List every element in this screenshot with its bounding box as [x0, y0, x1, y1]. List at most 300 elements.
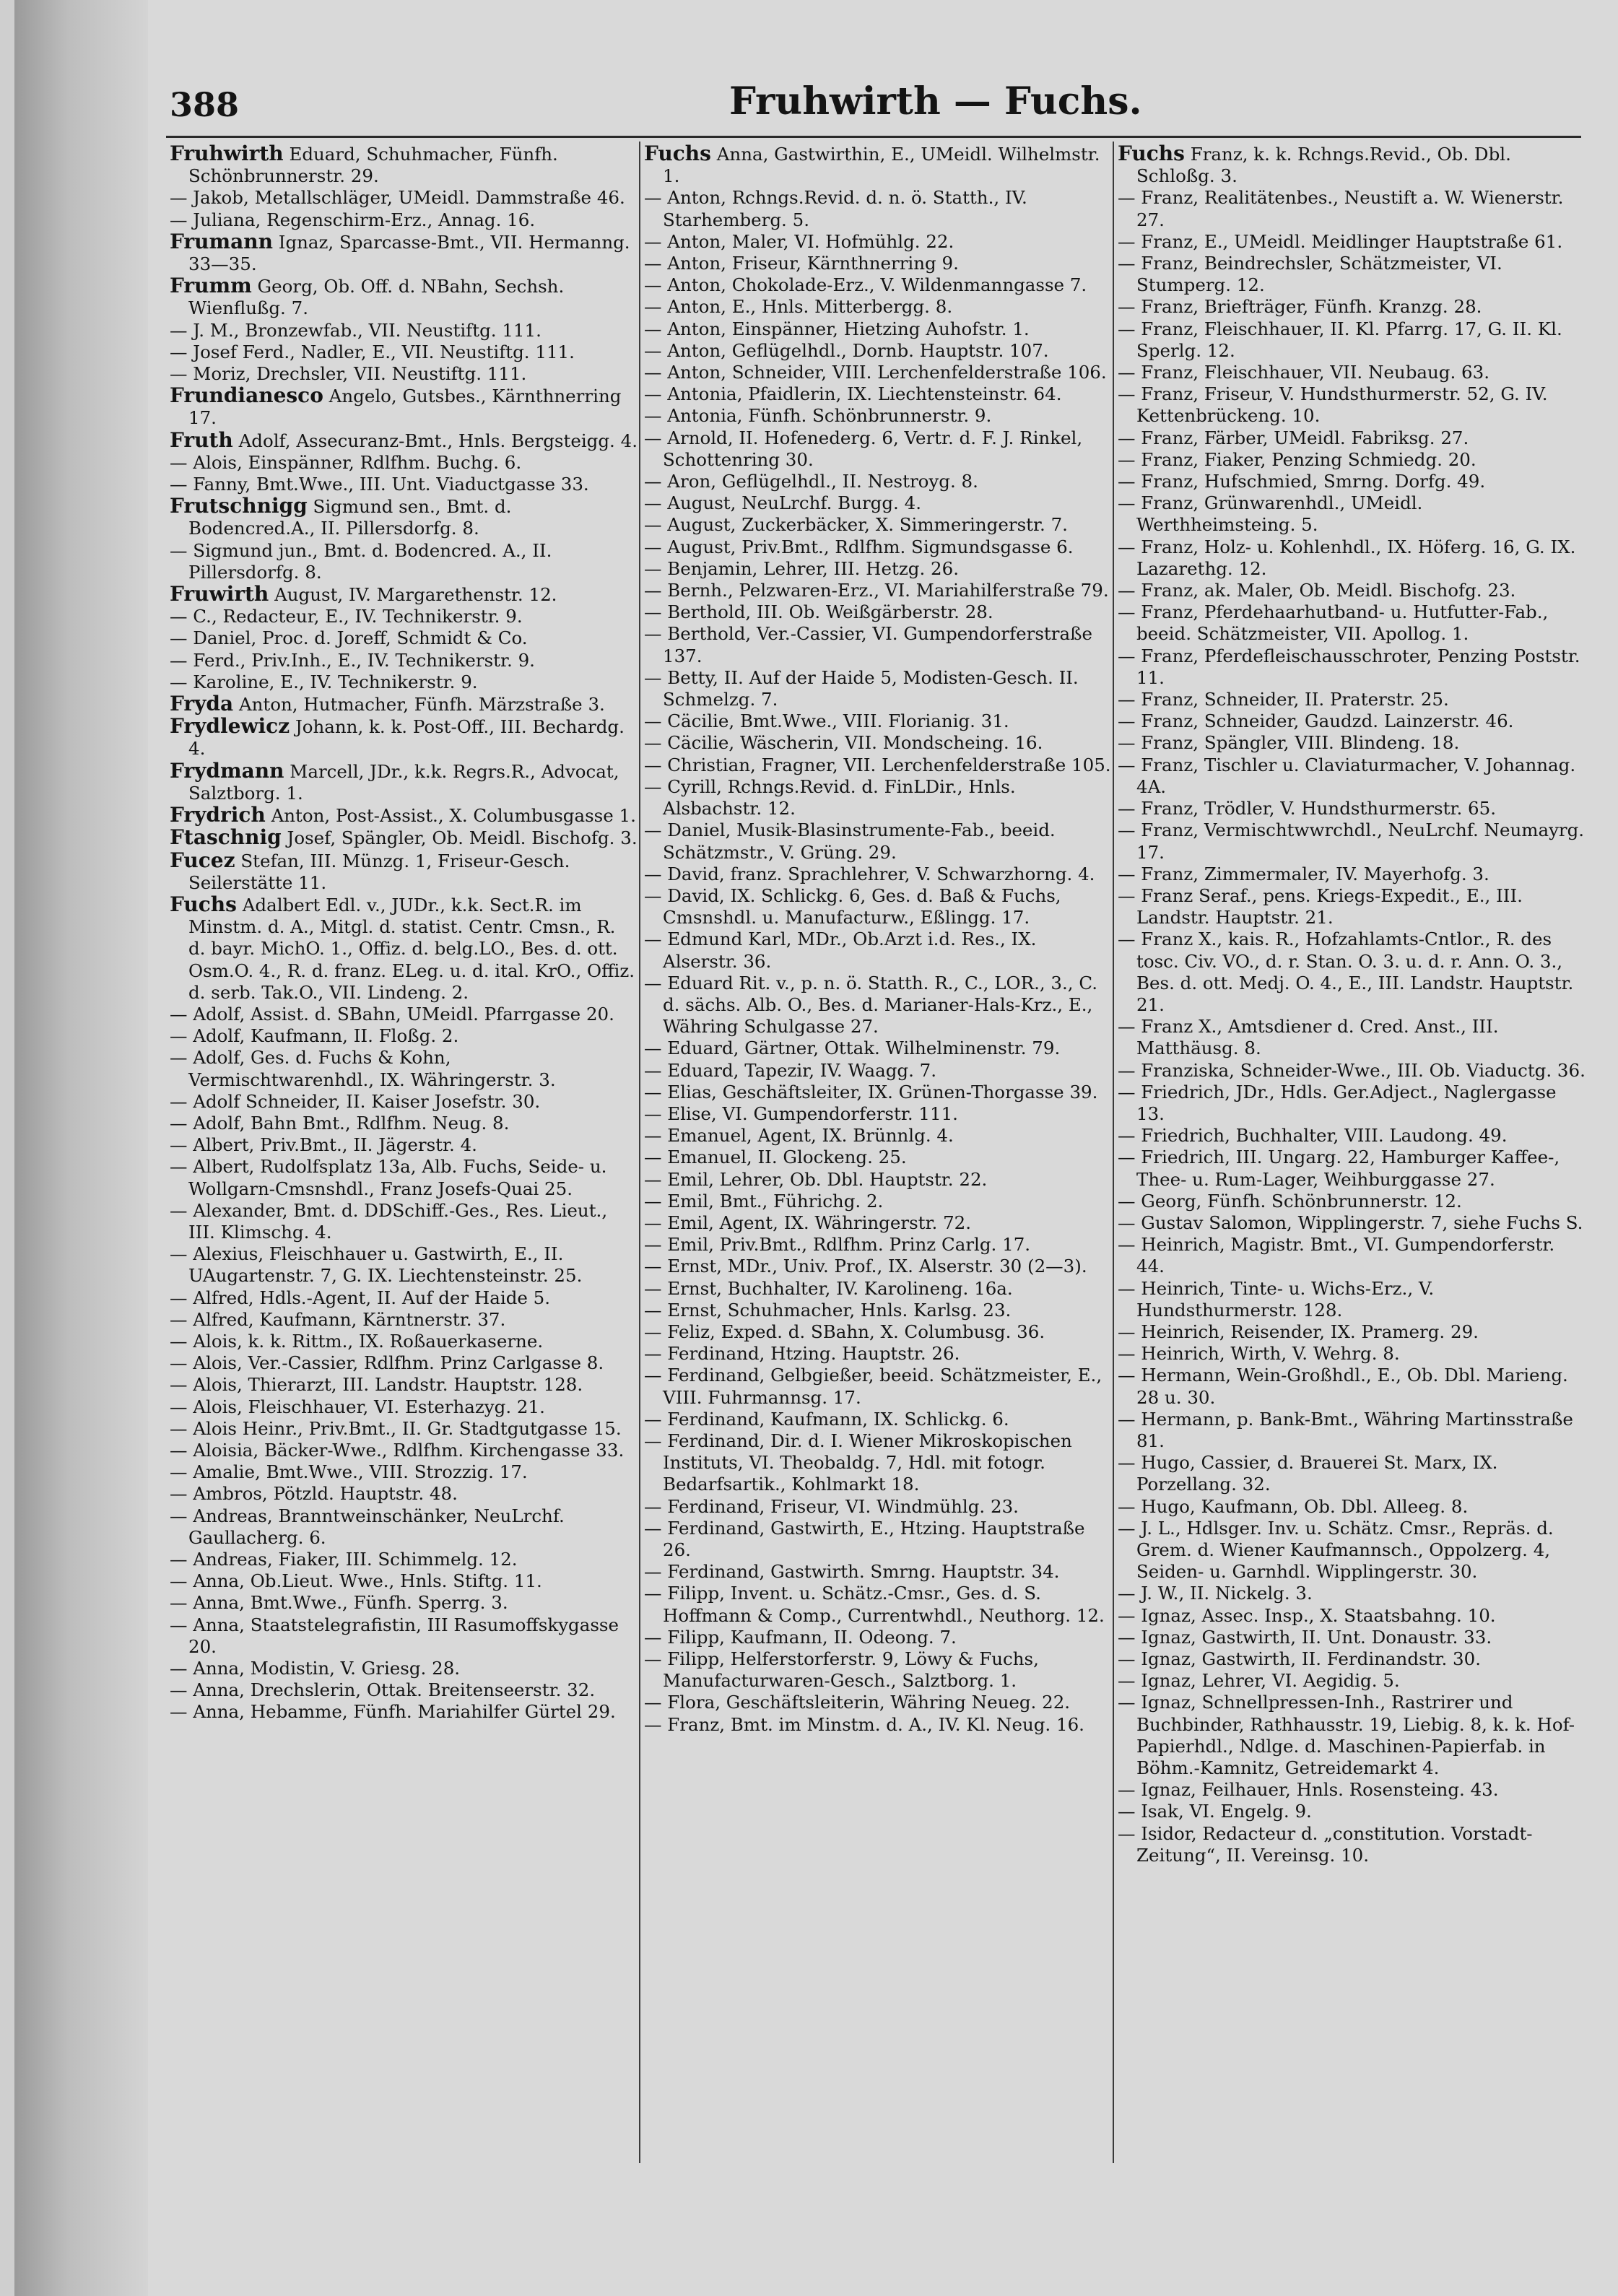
column-divider — [1113, 142, 1114, 2163]
directory-entry — [170, 671, 638, 693]
directory-entry — [170, 452, 638, 474]
directory-entry — [170, 363, 638, 385]
entry-text: — Franz, Briefträger, Fünfh. Kranzg. 28. — [1118, 296, 1482, 318]
directory-entry — [644, 492, 1112, 514]
directory-entry — [644, 274, 1112, 296]
directory-entry — [170, 1592, 638, 1614]
entry-surname: Fuchs — [644, 143, 711, 165]
entry-text: — Franz, Trödler, V. Hundsthurmerstr. 65. — [1118, 798, 1496, 819]
entry-text: — Berthold, Ver.-Cassier, VI. Gumpendorferstraße 137. — [644, 623, 1092, 666]
entry-text: — Franz Seraf., pens. Kriegs-Expedit., E., III. Landstr. Hauptstr. 21. — [1118, 884, 1523, 929]
directory-entry — [644, 1365, 1112, 1408]
directory-entry — [644, 558, 1112, 580]
directory-entry — [170, 1658, 638, 1679]
directory-entry — [644, 1409, 1112, 1430]
entry-text: — Franz, Spängler, VIII. Blindeng. 18. — [1118, 732, 1460, 754]
directory-entry — [1118, 689, 1586, 710]
directory-entry — [1118, 929, 1586, 1016]
directory-entry — [644, 231, 1112, 253]
directory-entry — [644, 405, 1112, 427]
directory-entry — [170, 474, 638, 495]
entry-text: — August, Zuckerbäcker, X. Simmeringerstr. 7. — [644, 514, 1068, 536]
entry-text: — Ignaz, Assec. Insp., X. Staatsbahng. 10. — [1118, 1604, 1496, 1626]
directory-entry — [170, 1243, 638, 1287]
entry-text: — Alois, Fleischhauer, VI. Esterhazyg. 21. — [170, 1396, 545, 1417]
directory-entry — [1118, 471, 1586, 492]
directory-entry — [1118, 1496, 1586, 1518]
entry-text: — Ferdinand, Gelbgießer, beeid. Schätzmeister, E., VIII. Fuhrmannsg. 17. — [644, 1365, 1102, 1408]
entry-text: — Alexander, Bmt. d. DDSchiff.-Ges., Res. Lieut., III. Klimschg. 4. — [170, 1199, 608, 1243]
directory-entry — [170, 1352, 638, 1374]
directory-entry — [644, 1561, 1112, 1583]
entry-text: — Friedrich, JDr., Hdls. Ger.Adject., Naglergasse 13. — [1118, 1081, 1557, 1124]
entry-text: — Antonia, Fünfh. Schönbrunnerstr. 9. — [644, 405, 992, 427]
entry-text: — Aloisia, Bäcker-Wwe., Rdlfhm. Kirchengasse 33. — [170, 1439, 625, 1461]
directory-entry — [170, 1483, 638, 1505]
directory-entry — [644, 1212, 1112, 1234]
entry-text: — Eduard Rit. v., p. n. ö. Statth. R., C., LOR., 3., C. d. sächs. Alb. O., Bes. d. Marianer-Hals-Krz., E., Währing Schulgasse 27. — [644, 972, 1098, 1038]
entry-text: — Anton, Rchngs.Revid. d. n. ö. Statth., IV. Starhemberg. 5. — [644, 187, 1027, 230]
entry-text: — Cäcilie, Bmt.Wwe., VIII. Florianig. 31. — [644, 710, 1009, 732]
directory-entry — [1118, 1452, 1586, 1495]
directory-entry — [644, 732, 1112, 754]
directory-entry — [644, 710, 1112, 732]
entry-text: — Anton, E., Hnls. Mitterbergg. 8. — [644, 296, 953, 318]
directory-entry — [644, 864, 1112, 885]
entry-text: — Franz, Friseur, V. Hundsthurmerstr. 52, G. IV. Kettenbrückeng. 10. — [1118, 383, 1548, 427]
directory-entry — [1118, 732, 1586, 754]
entry-text: — Heinrich, Magistr. Bmt., VI. Gumpendorferstr. 44. — [1118, 1234, 1555, 1277]
directory-entry — [170, 320, 638, 342]
directory-entry — [644, 1518, 1112, 1561]
directory-page — [14, 0, 1618, 2296]
directory-entry — [644, 819, 1112, 863]
directory-entry — [170, 1091, 638, 1113]
entry-text: — Ferdinand, Dir. d. I. Wiener Mikroskopischen Instituts, VI. Theobaldg. 7, Hdl. mit fotogr. Bedarfsartik., Kohlmarkt 18. — [644, 1430, 1072, 1495]
directory-entry — [170, 1549, 638, 1570]
directory-entry — [170, 385, 638, 429]
directory-entry — [644, 973, 1112, 1038]
entry-text: — Eduard, Gärtner, Ottak. Wilhelminenstr. 79. — [644, 1038, 1061, 1059]
entry-text: — Heinrich, Wirth, V. Wehrg. 8. — [1118, 1343, 1400, 1365]
directory-entry — [1118, 1692, 1586, 1779]
directory-entry — [1118, 492, 1586, 536]
entry-text: — Bernh., Pelzwaren-Erz., VI. Mariahilferstraße 79. — [644, 580, 1109, 601]
directory-entry — [170, 583, 638, 606]
directory-entry — [1118, 449, 1586, 471]
entry-text: — Antonia, Pfaidlerin, IX. Liechtensteinstr. 64. — [644, 383, 1062, 405]
book-spine-shadow — [14, 0, 148, 2296]
directory-entry — [1118, 798, 1586, 819]
directory-entry — [1118, 601, 1586, 645]
directory-entry — [644, 318, 1112, 340]
directory-entry — [644, 1169, 1112, 1191]
entry-surname: Frydmann — [170, 758, 284, 783]
entry-text: — Franz, Zimmermaler, IV. Mayerhofg. 3. — [1118, 863, 1489, 884]
page-number: 388 — [170, 85, 240, 124]
entry-text: Adolf, Assecuranz-Bmt., Hnls. Bergsteigg. 4. — [238, 430, 638, 451]
entry-surname: Frumm — [170, 274, 252, 298]
directory-entry — [170, 540, 638, 583]
entry-surname: Fruth — [170, 427, 233, 452]
directory-entry — [170, 231, 638, 275]
directory-entry — [170, 894, 638, 1004]
entry-text: — Franz, Hufschmied, Smrng. Dorfg. 49. — [1118, 471, 1486, 492]
entry-surname: Frydrich — [170, 803, 266, 827]
entry-text: Franz, k. k. Rchngs.Revid., Ob. Dbl. Schloßg. 3. — [1136, 144, 1511, 187]
entry-text: — Hugo, Cassier, d. Brauerei St. Marx, IX. Porzellang. 32. — [1118, 1452, 1498, 1495]
entry-text: Stefan, III. Münzg. 1, Friseur-Gesch. Seilerstätte 11. — [188, 850, 570, 893]
directory-entry — [170, 1570, 638, 1592]
entry-surname: Fucez — [170, 848, 235, 872]
entry-surname: Frundianesco — [170, 383, 323, 408]
directory-entry — [170, 275, 638, 319]
entry-text: — Elias, Geschäftsleiter, IX. Grünen-Thorgasse 39. — [644, 1081, 1098, 1103]
entry-text: — Ignaz, Gastwirth, II. Unt. Donaustr. 33. — [1118, 1626, 1492, 1648]
entry-text: August, IV. Margarethenstr. 12. — [274, 584, 557, 606]
entry-text: Anna, Gastwirthin, E., UMeidl. Wilhelmstr. 1. — [663, 144, 1100, 187]
entry-text: — Franz, Bmt. im Minstm. d. A., IV. Kl. Neug. 16. — [644, 1713, 1084, 1735]
directory-entry — [170, 1287, 638, 1309]
entry-text: — Adolf, Ges. d. Fuchs & Kohn, Vermischtwarenhdl., IX. Währingerstr. 3. — [170, 1047, 556, 1090]
entry-text: — Sigmund jun., Bmt. d. Bodencred. A., II. Pillersdorfg. 8. — [170, 539, 552, 583]
entry-text: — Filipp, Kaufmann, II. Odeong. 7. — [644, 1626, 957, 1648]
directory-entry — [170, 1701, 638, 1723]
directory-entry — [1118, 1823, 1586, 1866]
directory-entry — [644, 1125, 1112, 1147]
entry-text: — Franz, Schneider, Gaudzd. Lainzerstr. 46. — [1118, 710, 1514, 732]
directory-entry — [644, 1627, 1112, 1648]
entry-text: — Anton, Maler, VI. Hofmühlg. 22. — [644, 230, 954, 252]
entry-text: — Anton, Einspänner, Hietzing Auhofstr. 1. — [644, 318, 1030, 339]
directory-entry — [170, 627, 638, 649]
entry-text: — Ferdinand, Gastwirth. Smrng. Hauptstr. 34. — [644, 1561, 1060, 1583]
entry-text: — Ferdinand, Kaufmann, IX. Schlickg. 6. — [644, 1408, 1009, 1430]
entry-text: — Anton, Friseur, Kärnthnerring 9. — [644, 253, 959, 274]
directory-entry — [170, 143, 638, 187]
entry-text: — Adolf, Assist. d. SBahn, UMeidl. Pfarrgasse 20. — [170, 1003, 614, 1025]
entry-text: — Franziska, Schneider-Wwe., III. Ob. Viaductg. 36. — [1118, 1059, 1586, 1081]
running-title: Fruhwirth — Fuchs. — [729, 79, 1142, 123]
entry-text: — Andreas, Fiaker, III. Schimmelg. 12. — [170, 1549, 518, 1570]
entry-text: — Franz, Färber, UMeidl. Fabriksg. 27. — [1118, 427, 1469, 448]
entry-text: — Alois Heinr., Priv.Bmt., II. Gr. Stadtgutgasse 15. — [170, 1417, 622, 1439]
directory-entry — [1118, 143, 1586, 187]
entry-text: — Ignaz, Feilhauer, Hnls. Rosensteing. 43. — [1118, 1779, 1499, 1801]
entry-surname: Ftaschnig — [170, 825, 282, 850]
directory-entry — [1118, 819, 1586, 863]
entry-text: Ignaz, Sparcasse-Bmt., VII. Hermanng. 33—35. — [188, 231, 630, 275]
directory-entry — [644, 514, 1112, 536]
entry-text: — Franz, Pferdehaarhutband- u. Hutfutter-Fab., beeid. Schätzmeister, VII. Apollog. 1. — [1118, 601, 1549, 645]
entry-text: — Daniel, Proc. d. Joreff, Schmidt & Co. — [170, 627, 528, 649]
directory-entry — [170, 606, 638, 627]
directory-entry — [170, 1309, 638, 1331]
entry-text: — Alois, Ver.-Cassier, Rdlfhm. Prinz Carlgasse 8. — [170, 1352, 604, 1374]
directory-entry — [170, 1374, 638, 1396]
entry-text: — Franz X., Amtsdiener d. Cred. Anst., III. Matthäusg. 8. — [1118, 1016, 1499, 1059]
entry-text: — Ernst, MDr., Univ. Prof., IX. Alserstr. 30 (2—3). — [644, 1256, 1087, 1277]
directory-entry — [170, 427, 638, 452]
entry-text: — Jakob, Metallschläger, UMeidl. Dammstraße 46. — [170, 187, 625, 209]
entry-text: — Adolf, Bahn Bmt., Rdlfhm. Neug. 8. — [170, 1112, 510, 1134]
entry-text: — J. W., II. Nickelg. 3. — [1118, 1583, 1313, 1604]
directory-entry — [1118, 1409, 1586, 1452]
entry-text: — Eduard, Tapezir, IV. Waagg. 7. — [644, 1059, 937, 1081]
directory-entry — [1118, 1670, 1586, 1692]
directory-entry — [1118, 1234, 1586, 1277]
directory-entry — [644, 1191, 1112, 1212]
directory-entry — [170, 827, 638, 849]
entries-column-2 — [644, 143, 1112, 2273]
entry-text: — J. L., Hdlsger. Inv. u. Schätz. Cmsr., Repräs. d. Grem. d. Wiener Kaufmannsch., Oppolzerg. 4, Seiden- u. Garnhdl. Wipplingerstr. 30. — [1118, 1517, 1554, 1583]
entry-text: — Berthold, III. Ob. Weißgärberstr. 28. — [644, 601, 993, 623]
directory-entry — [1118, 1583, 1586, 1604]
entry-text: — Edmund Karl, MDr., Ob.Arzt i.d. Res., IX. Alserstr. 36. — [644, 929, 1037, 972]
directory-entry — [170, 1156, 638, 1199]
entry-text: — Albert, Rudolfsplatz 13a, Alb. Fuchs, Seide- u. Wollgarn-Cmsnshdl., Franz Josefs-Quai 25. — [170, 1156, 607, 1199]
directory-entry — [644, 580, 1112, 601]
entry-text: — Emil, Priv.Bmt., Rdlfhm. Prinz Carlg. 17. — [644, 1234, 1031, 1256]
entry-text: — Elise, VI. Gumpendorferstr. 111. — [644, 1103, 958, 1124]
directory-entry — [644, 1430, 1112, 1496]
entry-text: Josef, Spängler, Ob. Meidl. Bischofg. 3. — [287, 827, 638, 849]
directory-entry — [170, 209, 638, 231]
entry-text: — Filipp, Invent. u. Schätz.-Cmsr., Ges. d. S. Hoffmann & Comp., Currentwhdl., Neuthorg. 12. — [644, 1583, 1105, 1626]
entry-text: Adalbert Edl. v., JUDr., k.k. Sect.R. im Minstm. d. A., Mitgl. d. statist. Centr. Cmsn., R. d. bayr. MichO. 1., Offiz. d. belg.LO., Bes. d. ott. Osm.O. 4., R. d. franz. ELeg. u. d. ital. KrO., Offiz. d. serb. Tak.O., VII. Lindeng. 2. — [188, 894, 635, 1003]
directory-entry — [644, 1103, 1112, 1125]
directory-entry — [1118, 187, 1586, 230]
directory-entry — [1118, 362, 1586, 383]
entry-text: Eduard, Schuhmacher, Fünfh. Schönbrunnerstr. 29. — [188, 144, 558, 187]
entry-surname: Fuchs — [170, 892, 237, 916]
directory-entry — [170, 1047, 638, 1090]
directory-entry — [644, 1321, 1112, 1343]
entry-text: — Flora, Geschäftsleiterin, Währing Neueg. 22. — [644, 1692, 1071, 1713]
directory-entry — [644, 253, 1112, 274]
directory-entry — [170, 1113, 638, 1134]
entry-text: — Amalie, Bmt.Wwe., VIII. Strozzig. 17. — [170, 1461, 528, 1483]
directory-entry — [1118, 1125, 1586, 1147]
entry-text: — Hermann, p. Bank-Bmt., Währing Martinsstraße 81. — [1118, 1408, 1573, 1451]
entry-text: — Karoline, E., IV. Technikerstr. 9. — [170, 671, 478, 692]
entries-column-3 — [1118, 143, 1586, 2273]
directory-entry — [170, 1679, 638, 1701]
entry-text: — Betty, II. Auf der Haide 5, Modisten-Gesch. II. Schmelzg. 7. — [644, 666, 1079, 710]
directory-entry — [644, 187, 1112, 230]
entry-text: — Albert, Priv.Bmt., II. Jägerstr. 4. — [170, 1134, 477, 1156]
entry-text: Anton, Hutmacher, Fünfh. Märzstraße 3. — [238, 694, 605, 716]
entry-text: Marcell, JDr., k.k. Regrs.R., Advocat, Salztborg. 1. — [188, 760, 619, 804]
entry-text: — Gustav Salomon, Wipplingerstr. 7, siehe Fuchs S. — [1118, 1212, 1583, 1233]
directory-entry — [644, 1648, 1112, 1692]
entry-surname: Frydlewicz — [170, 714, 290, 739]
entry-text: Angelo, Gutsbes., Kärnthnerring 17. — [188, 386, 622, 429]
directory-entry — [170, 1200, 638, 1243]
entry-text: — Franz, Holz- u. Kohlenhdl., IX. Höferg. 16, G. IX. Lazarethg. 12. — [1118, 536, 1576, 579]
directory-entry — [644, 1147, 1112, 1168]
entry-text: — Franz, Tischler u. Claviaturmacher, V. Johannag. 4A. — [1118, 754, 1576, 797]
directory-entry — [170, 1505, 638, 1549]
directory-entry — [644, 776, 1112, 819]
directory-entry — [1118, 1801, 1586, 1822]
directory-entry — [1118, 1343, 1586, 1365]
directory-entry — [1118, 1518, 1586, 1583]
entry-text: — August, NeuLrchf. Burgg. 4. — [644, 492, 921, 514]
entry-text: — Georg, Fünfh. Schönbrunnerstr. 12. — [1118, 1190, 1462, 1212]
entry-text: — Isidor, Redacteur d. „constitution. Vorstadt-Zeitung“, II. Vereinsg. 10. — [1118, 1822, 1533, 1866]
entry-text: Georg, Ob. Off. d. NBahn, Sechsh. Wienflußg. 7. — [188, 276, 565, 319]
entry-text: — Franz, Realitätenbes., Neustift a. W. Wienerstr. 27. — [1118, 187, 1564, 230]
entry-text: — Josef Ferd., Nadler, E., VII. Neustiftg. 111. — [170, 341, 575, 362]
entry-text: Sigmund sen., Bmt. d. Bodencred.A., II. Pillersdorfg. 8. — [188, 496, 512, 539]
entry-text: — Ignaz, Schnellpressen-Inh., Rastrirer und Buchbinder, Rathhausstr. 19, Liebig. 8, k. k. Hof-Papierhdl., Ndlge. d. Maschinen-Papierfab. in Böhm.-Kamnitz, Getreidemarkt 4. — [1118, 1692, 1575, 1779]
directory-entry — [170, 716, 638, 760]
entry-text: — Friedrich, Buchhalter, VIII. Laudong. 49. — [1118, 1125, 1508, 1147]
entries-column-1 — [170, 143, 638, 2273]
entry-surname: Frumann — [170, 229, 273, 253]
entry-text: — Anna, Bmt.Wwe., Fünfh. Sperrg. 3. — [170, 1592, 508, 1614]
entry-text: — Isak, VI. Engelg. 9. — [1118, 1801, 1312, 1822]
directory-entry — [644, 383, 1112, 405]
entry-text: Johann, k. k. Post-Off., III. Bechardg. 4. — [188, 716, 625, 760]
directory-entry — [644, 601, 1112, 623]
entry-text: — Anton, Schneider, VIII. Lerchenfelderstraße 106. — [644, 362, 1107, 383]
entry-text: — Cyrill, Rchngs.Revid. d. FinLDir., Hnls. Alsbachstr. 12. — [644, 775, 1016, 819]
directory-entry — [170, 495, 638, 539]
entry-text: — Emil, Lehrer, Ob. Dbl. Hauptstr. 22. — [644, 1168, 988, 1190]
entry-text: — Andreas, Branntweinschänker, NeuLrchf. Gaullacherg. 6. — [170, 1505, 565, 1548]
directory-entry — [644, 1234, 1112, 1256]
directory-entry — [1118, 1278, 1586, 1321]
directory-entry — [644, 1082, 1112, 1103]
directory-entry — [170, 1134, 638, 1156]
entry-text: — Hugo, Kaufmann, Ob. Dbl. Alleeg. 8. — [1118, 1495, 1469, 1517]
entry-text: — Christian, Fragner, VII. Lerchenfelderstraße 105. — [644, 754, 1111, 775]
directory-entry — [1118, 1082, 1586, 1125]
directory-entry — [644, 1278, 1112, 1300]
directory-entry — [644, 929, 1112, 972]
directory-entry — [170, 1614, 638, 1658]
entry-text: — Moriz, Drechsler, VII. Neustiftg. 111. — [170, 363, 527, 385]
entry-text: — Juliana, Regenschirm-Erz., Annag. 16. — [170, 209, 536, 230]
entry-text: — Ignaz, Lehrer, VI. Aegidig. 5. — [1118, 1670, 1400, 1692]
directory-entry — [1118, 1321, 1586, 1343]
entry-text: — Franz, E., UMeidl. Meidlinger Hauptstraße 61. — [1118, 230, 1563, 252]
directory-entry — [644, 1256, 1112, 1277]
entry-text: — Franz, ak. Maler, Ob. Meidl. Bischofg. 23. — [1118, 580, 1516, 601]
directory-entry — [1118, 710, 1586, 732]
entry-text: — Ignaz, Gastwirth, II. Ferdinandstr. 30. — [1118, 1648, 1481, 1670]
entry-text: — Franz, Grünwarenhdl., UMeidl. Werthheimsteing. 5. — [1118, 492, 1423, 536]
directory-entry — [644, 623, 1112, 666]
entry-text: — Anna, Modistin, V. Griesg. 28. — [170, 1658, 461, 1679]
entry-text: — Franz, Vermischtwwrchdl., NeuLrchf. Neumayrg. 17. — [1118, 819, 1585, 863]
directory-entry — [644, 143, 1112, 187]
directory-entry — [170, 187, 638, 209]
entry-text: — Filipp, Helferstorferstr. 9, Löwy & Fuchs, Manufacturwaren-Gesch., Salztborg. 1. — [644, 1648, 1039, 1692]
entry-surname: Fruwirth — [170, 582, 269, 606]
directory-entry — [1118, 580, 1586, 601]
directory-entry — [1118, 383, 1586, 427]
entry-text: — Alfred, Hdls.-Agent, II. Auf der Haide 5. — [170, 1287, 551, 1308]
directory-entry — [1118, 318, 1586, 362]
directory-entry — [1118, 296, 1586, 318]
directory-entry — [644, 1038, 1112, 1059]
directory-entry — [170, 1331, 638, 1352]
directory-entry — [1118, 1212, 1586, 1234]
directory-entry — [1118, 253, 1586, 296]
entry-surname: Fryda — [170, 692, 234, 716]
directory-entry — [644, 755, 1112, 776]
entry-text: — Emil, Bmt., Führichg. 2. — [644, 1190, 884, 1212]
directory-entry — [170, 1025, 638, 1047]
directory-entry — [644, 1714, 1112, 1736]
entry-text: — Alexius, Fleischhauer u. Gastwirth, E., II. UAugartenstr. 7, G. IX. Liechtensteinstr. 25. — [170, 1243, 583, 1287]
entry-text: — August, Priv.Bmt., Rdlfhm. Sigmundsgasse 6. — [644, 536, 1074, 557]
entry-text: — David, IX. Schlickg. 6, Ges. d. Baß & Fuchs, Cmsnshdl. u. Manufacturw., Eßlingg. 17. — [644, 884, 1061, 929]
entry-text: — Alfred, Kaufmann, Kärntnerstr. 37. — [170, 1308, 506, 1330]
entry-text: — Franz, Fleischhauer, II. Kl. Pfarrg. 17, G. II. Kl. Sperlg. 12. — [1118, 318, 1562, 361]
entry-text: — Daniel, Musik-Blasinstrumente-Fab., beeid. Schätzmstr., V. Grüng. 29. — [644, 819, 1056, 863]
entry-text: Anton, Post-Assist., X. Columbusgasse 1. — [271, 805, 636, 827]
directory-entry — [1118, 427, 1586, 449]
directory-entry — [1118, 1605, 1586, 1627]
directory-entry — [1118, 885, 1586, 929]
entry-text: — Emanuel, Agent, IX. Brünnlg. 4. — [644, 1125, 954, 1147]
entry-text: — Fanny, Bmt.Wwe., III. Unt. Viaductgasse 33. — [170, 474, 589, 495]
directory-entry — [1118, 1016, 1586, 1059]
entry-text: — Hermann, Wein-Großhdl., E., Ob. Dbl. Marieng. 28 u. 30. — [1118, 1365, 1568, 1408]
directory-entry — [1118, 755, 1586, 798]
entry-text: — Ferdinand, Gastwirth, E., Htzing. Hauptstraße 26. — [644, 1517, 1085, 1560]
directory-entry — [1118, 645, 1586, 689]
entry-text: — Aron, Geflügelhdl., II. Nestroyg. 8. — [644, 471, 978, 492]
entry-text: — Franz, Fleischhauer, VII. Neubaug. 63. — [1118, 362, 1490, 383]
entry-surname: Fruhwirth — [170, 143, 284, 165]
entry-text: — J. M., Bronzewfab., VII. Neustiftg. 111. — [170, 319, 541, 341]
entry-text: — C., Redacteur, E., IV. Technikerstr. 9. — [170, 606, 523, 627]
directory-entry — [1118, 1365, 1586, 1408]
entry-text: — Ernst, Buchhalter, IV. Karolineng. 16a. — [644, 1277, 1013, 1299]
directory-entry — [170, 342, 638, 363]
entry-text: — Feliz, Exped. d. SBahn, X. Columbusg. 36. — [644, 1321, 1045, 1342]
directory-entry — [170, 760, 638, 804]
entry-text: — Adolf Schneider, II. Kaiser Josefstr. 30. — [170, 1090, 541, 1112]
directory-entry — [1118, 864, 1586, 885]
directory-entry — [644, 1583, 1112, 1626]
entry-text: — Anna, Hebamme, Fünfh. Mariahilfer Gürtel 29. — [170, 1701, 616, 1723]
entry-text: — Anna, Drechslerin, Ottak. Breitenseerstr. 32. — [170, 1679, 596, 1701]
entry-text: — Franz, Pferdefleischausschroter, Penzing Poststr. 11. — [1118, 645, 1580, 688]
entry-text: — Benjamin, Lehrer, III. Hetzg. 26. — [644, 557, 959, 579]
directory-entry — [170, 650, 638, 671]
directory-entry — [644, 1300, 1112, 1321]
directory-entry — [170, 1418, 638, 1440]
directory-entry — [170, 693, 638, 716]
directory-entry — [1118, 536, 1586, 580]
entry-text: — Anna, Ob.Lieut. Wwe., Hnls. Stiftg. 11. — [170, 1570, 542, 1592]
entry-text: — Franz X., kais. R., Hofzahlamts-Cntlor., R. des tosc. Civ. VO., d. r. Stan. O. 3. u. d. r. Ann. O. 3., Bes. d. ott. Medj. O. 4., E., III. Landstr. Hauptstr. 21. — [1118, 929, 1574, 1015]
entry-text: — Adolf, Kaufmann, II. Floßg. 2. — [170, 1025, 459, 1047]
entry-text: — Friedrich, III. Ungarg. 22, Hamburger Kaffee-, Thee- u. Rum-Lager, Weihburggasse 27. — [1118, 1147, 1560, 1190]
directory-entry — [1118, 1648, 1586, 1670]
directory-entry — [644, 296, 1112, 318]
directory-entry — [644, 362, 1112, 383]
directory-entry — [170, 1440, 638, 1461]
entry-text: — Franz, Fiaker, Penzing Schmiedg. 20. — [1118, 448, 1476, 470]
entry-text: — Arnold, II. Hofenederg. 6, Vertr. d. F. J. Rinkel, Schottenring 30. — [644, 427, 1083, 470]
